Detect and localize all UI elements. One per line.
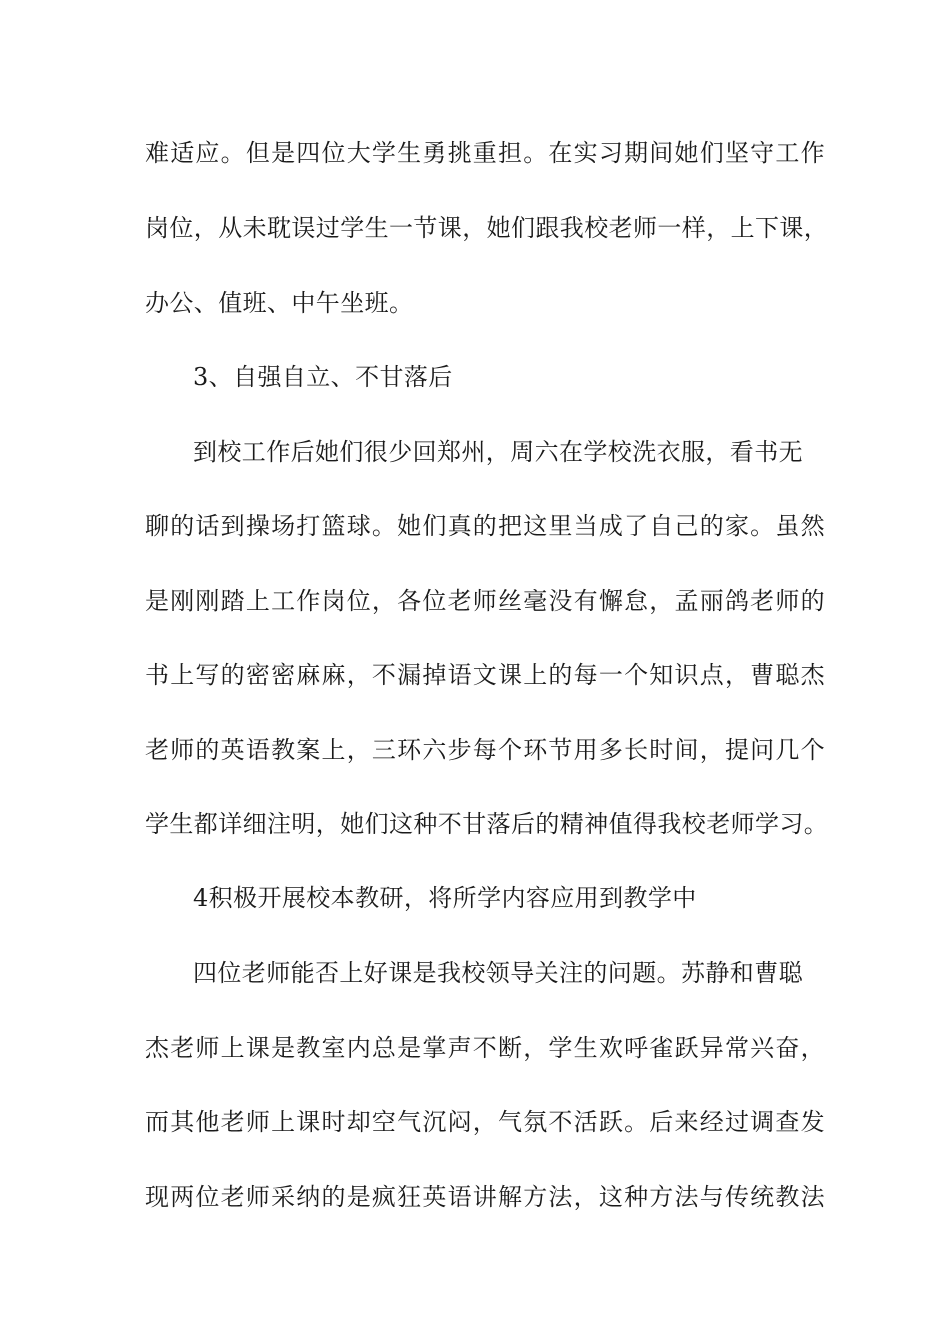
section-heading-3: 3、自强自立、不甘落后: [193, 363, 453, 391]
section-heading-4: 4积极开展校本教研，将所学内容应用到教学中: [193, 884, 697, 912]
body-text-line: 岗位，从未耽误过学生一节课，她们跟我校老师一样，上下课，: [145, 214, 829, 242]
body-text-line: 现两位老师采纳的是疯狂英语讲解方法，这种方法与传统教法: [145, 1183, 825, 1211]
body-text-line: 学生都详细注明，她们这种不甘落后的精神值得我校老师学习。: [145, 810, 829, 838]
body-text-line: 聊的话到操场打篮球。她们真的把这里当成了自己的家。虽然: [145, 512, 825, 540]
body-text-line: 到校工作后她们很少回郑州，周六在学校洗衣服，看书无: [193, 438, 803, 466]
body-text-line: 难适应。但是四位大学生勇挑重担。在实习期间她们坚守工作: [145, 139, 825, 167]
body-text-line: 杰老师上课是教室内总是掌声不断，学生欢呼雀跃异常兴奋，: [145, 1034, 825, 1062]
body-text-line: 四位老师能否上好课是我校领导关注的问题。苏静和曹聪: [193, 959, 803, 987]
body-text-line: 老师的英语教案上，三环六步每个环节用多长时间，提问几个: [145, 736, 825, 764]
body-text-line: 办公、值班、中午坐班。: [145, 289, 414, 317]
body-text-line: 是刚刚踏上工作岗位，各位老师丝毫没有懈怠，孟丽鸽老师的: [145, 587, 825, 615]
body-text-line: 而其他老师上课时却空气沉闷，气氛不活跃。后来经过调查发: [145, 1108, 825, 1136]
body-text-line: 书上写的密密麻麻，不漏掉语文课上的每一个知识点，曹聪杰: [145, 661, 825, 689]
